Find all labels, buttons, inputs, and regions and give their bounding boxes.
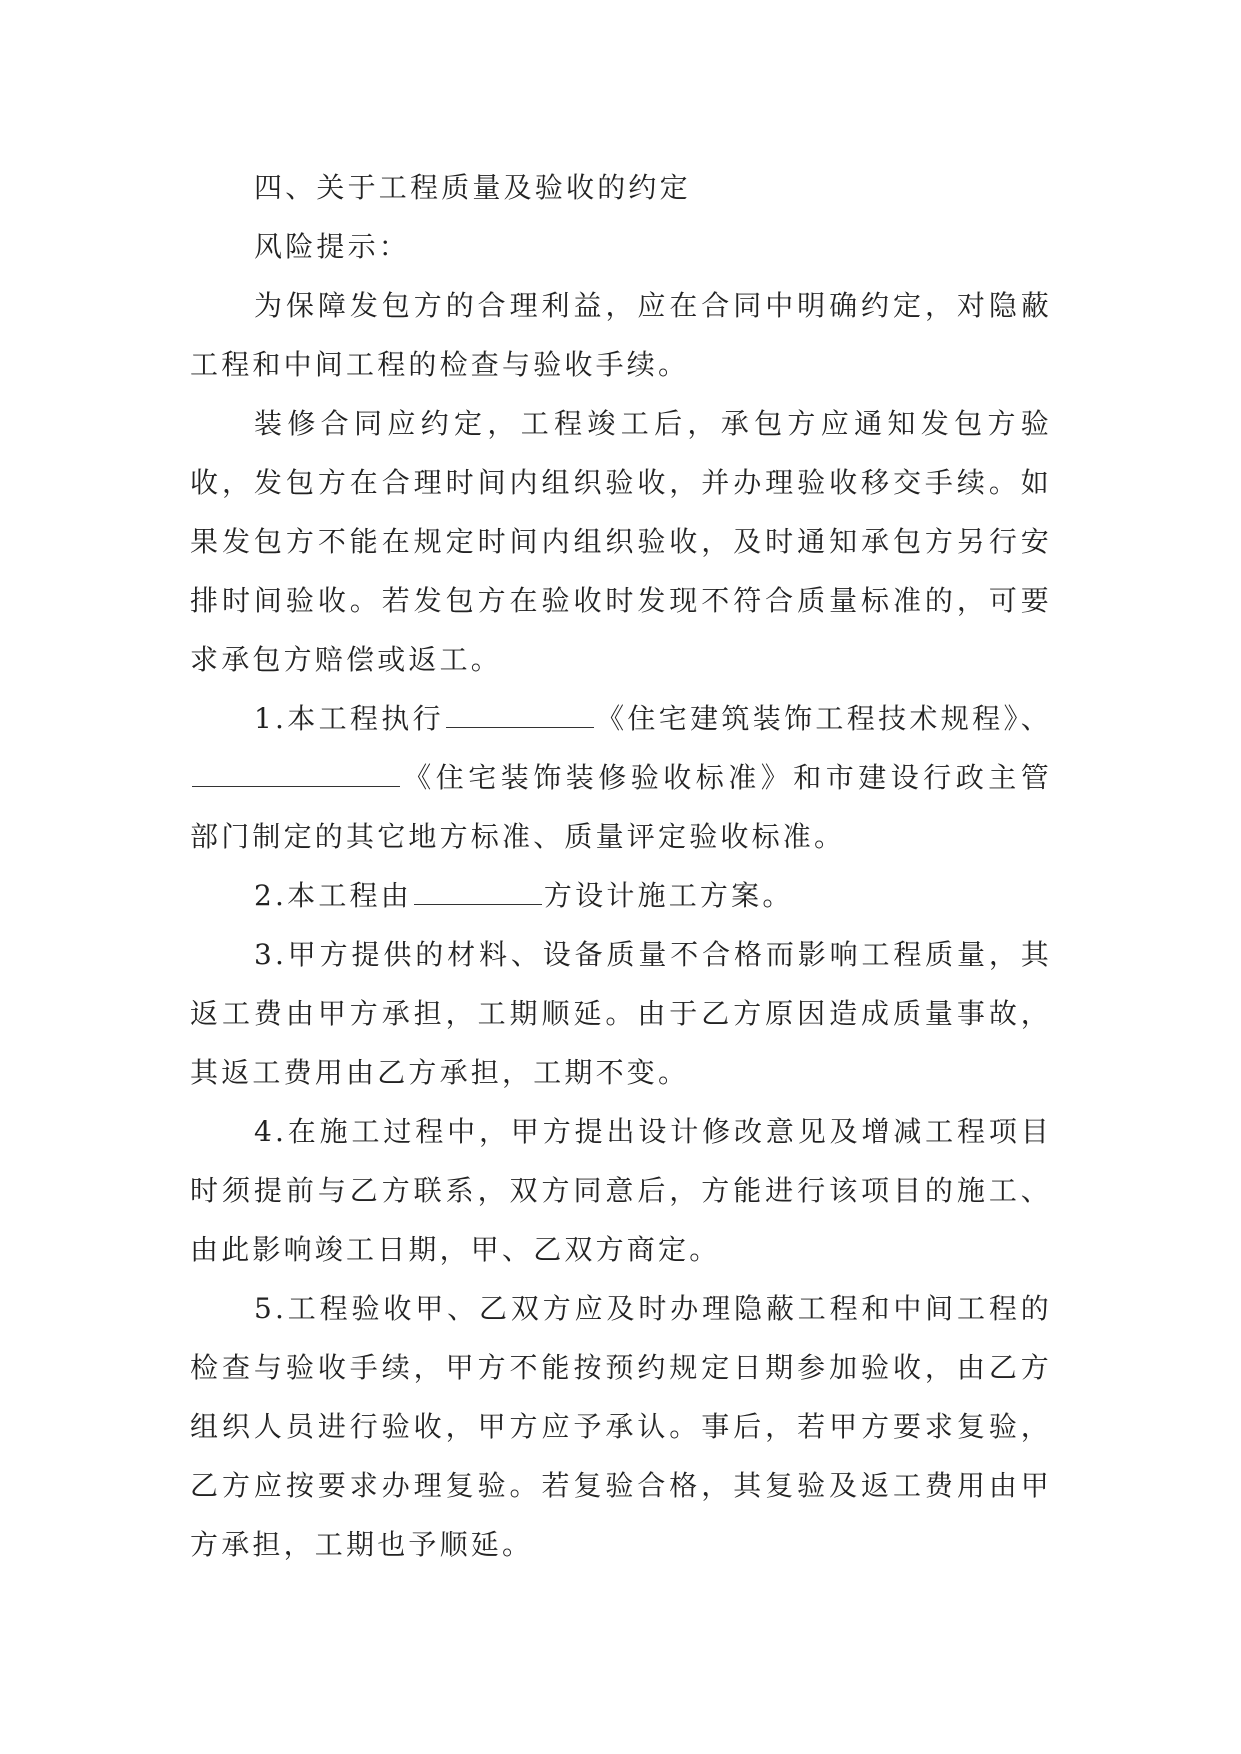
- clause-item-2-prefix: 2.本工程由: [254, 879, 412, 912]
- clause-item-1-middle: 《住宅建筑装饰工程技术规程》、: [595, 702, 1052, 735]
- clause-item-5: 5.工程验收甲、乙双方应及时办理隐蔽工程和中间工程的检查与验收手续，甲方不能按预约规定日期参加验收，由乙方组织人员进行验收，甲方应予承认。事后，若甲方要求复验，乙方应按要求办理复验。若复验合格，其复验及返工费用由甲方承担，工期也予顺延。: [190, 1292, 1052, 1561]
- fill-in-blank[interactable]: [192, 762, 400, 787]
- fill-in-blank[interactable]: [414, 880, 542, 905]
- clause-item-2: [190, 866, 1052, 925]
- risk-paragraph-1: 为保障发包方的合理利益，应在合同中明确约定，对隐蔽工程和中间工程的检查与验收手续。: [190, 289, 1052, 381]
- clause-item-1: [190, 689, 1052, 866]
- clause-item-3: 3.甲方提供的材料、设备质量不合格而影响工程质量，其返工费由甲方承担，工期顺延。由于乙方原因造成质量事故，其返工费用由乙方承担，工期不变。: [190, 938, 1052, 1089]
- fill-in-blank[interactable]: [446, 703, 594, 728]
- section-heading: 四、关于工程质量及验收的约定: [254, 171, 691, 204]
- risk-paragraph-2: 装修合同应约定，工程竣工后，承包方应通知发包方验收，发包方在合理时间内组织验收，并办理验收移交手续。如果发包方不能在规定时间内组织验收，及时通知承包方另行安排时间验收。若发包方在验收时发现不符合质量标准的，可要求承包方赔偿或返工。: [190, 407, 1052, 676]
- risk-label: 风险提示：: [254, 230, 411, 263]
- document-body: [190, 158, 1052, 1574]
- clause-item-1-prefix: 1.本工程执行: [254, 702, 444, 735]
- clause-item-2-suffix: 方设计施工方案。: [543, 879, 794, 912]
- clause-item-4: 4.在施工过程中，甲方提出设计修改意见及增减工程项目时须提前与乙方联系，双方同意后，方能进行该项目的施工、由此影响竣工日期，甲、乙双方商定。: [190, 1115, 1052, 1266]
- clause-item-1-suffix: 《住宅装饰装修验收标准》和市建设行政主管部门制定的其它地方标准、质量评定验收标准。: [190, 761, 1052, 853]
